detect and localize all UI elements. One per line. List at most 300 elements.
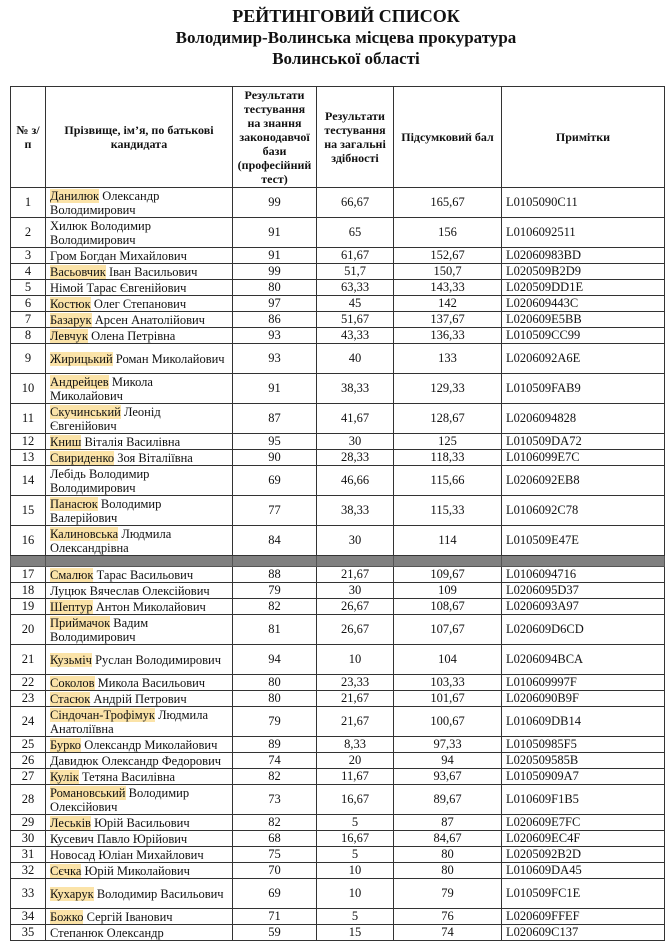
total-score: 142 — [394, 296, 502, 312]
score-general-test: 38,33 — [317, 496, 394, 526]
candidate-surname: Базарук — [50, 312, 92, 327]
candidate-name — [46, 374, 233, 404]
score-general-test: 10 — [317, 863, 394, 879]
candidate-name — [46, 344, 233, 374]
total-score: 115,66 — [394, 466, 502, 496]
column-header-notes: Примітки — [502, 87, 665, 188]
candidate-name — [46, 450, 233, 466]
column-header-name: Прізвище, ім’я, по батькові кандидата — [46, 87, 233, 188]
candidate-name — [46, 296, 233, 312]
candidate-surname: Скучинський — [50, 404, 121, 419]
score-general-test: 10 — [317, 645, 394, 675]
candidate-name — [46, 312, 233, 328]
candidate-surname: Кусевич — [50, 831, 94, 846]
score-law-test: 87 — [233, 404, 317, 434]
column-header-number: № з/п — [11, 87, 46, 188]
candidate-surname: Соколов — [50, 675, 95, 690]
score-general-test: 63,33 — [317, 280, 394, 296]
candidate-given-names: Володимир Валерійович — [50, 496, 162, 525]
document-title: РЕЙТИНГОВИЙ СПИСОК — [232, 6, 460, 26]
table-row — [11, 496, 665, 526]
total-score: 109,67 — [394, 567, 502, 583]
candidate-surname: Леськів — [50, 815, 91, 830]
candidate-name — [46, 264, 233, 280]
table-row — [11, 188, 665, 218]
table-row — [11, 583, 665, 599]
candidate-given-names: Олександр — [103, 925, 164, 940]
candidate-given-names: Юрій Миколайович — [81, 863, 190, 878]
candidate-code: L020609E7FC — [502, 815, 665, 831]
candidate-given-names: Віталія Василівна — [81, 434, 181, 449]
candidate-surname: Панасюк — [50, 496, 98, 511]
row-number: 19 — [11, 599, 46, 615]
score-law-test: 82 — [233, 769, 317, 785]
candidate-given-names: Богдан Михайлович — [76, 248, 187, 263]
table-row — [11, 374, 665, 404]
candidate-code: L0105090C11 — [502, 188, 665, 218]
candidate-given-names: Микола Васильович — [94, 675, 206, 690]
score-law-test: 99 — [233, 264, 317, 280]
candidate-given-names: Юрій Васильович — [90, 815, 190, 830]
candidate-code: L010609997F — [502, 675, 665, 691]
candidate-surname: Гром — [50, 248, 77, 263]
candidate-surname: Хилюк — [50, 218, 88, 233]
candidate-given-names: Тарас Васильович — [93, 567, 194, 582]
table-row — [11, 785, 665, 815]
table-row — [11, 925, 665, 941]
table-row — [11, 831, 665, 847]
score-law-test: 97 — [233, 296, 317, 312]
document-subtitle-office: Володимир-Волинська місцева прокуратура — [175, 28, 517, 47]
candidate-code: L010509E47E — [502, 526, 665, 556]
candidate-surname: Смалюк — [50, 567, 94, 582]
candidate-code: L010609DB14 — [502, 707, 665, 737]
candidate-surname: Жирицький — [50, 351, 113, 366]
table-body-bottom — [11, 567, 665, 941]
candidate-code: L0106092511 — [502, 218, 665, 248]
score-law-test: 86 — [233, 312, 317, 328]
candidate-given-names: Микола Миколайович — [50, 374, 153, 403]
table-row — [11, 567, 665, 583]
score-general-test: 23,33 — [317, 675, 394, 691]
candidate-code: L020609EC4F — [502, 831, 665, 847]
separator-cell — [317, 556, 394, 567]
row-number: 4 — [11, 264, 46, 280]
separator-cell — [502, 556, 665, 567]
score-general-test: 8,33 — [317, 737, 394, 753]
candidate-code: L0106099E7C — [502, 450, 665, 466]
total-score: 165,67 — [394, 188, 502, 218]
candidate-given-names: Руслан Володимирович — [91, 652, 222, 667]
total-score: 114 — [394, 526, 502, 556]
candidate-given-names: Роман Миколайович — [112, 351, 225, 366]
score-general-test: 61,67 — [317, 248, 394, 264]
table-row — [11, 909, 665, 925]
candidate-given-names: Володимир Васильович — [93, 886, 224, 901]
candidate-surname: Книш — [50, 434, 82, 449]
row-number: 2 — [11, 218, 46, 248]
candidate-surname: Степанюк — [50, 925, 104, 940]
score-law-test: 80 — [233, 675, 317, 691]
candidate-given-names: Іван Васильович — [105, 264, 198, 279]
total-score: 103,33 — [394, 675, 502, 691]
table-row — [11, 328, 665, 344]
table-row — [11, 264, 665, 280]
table-row — [11, 280, 665, 296]
score-law-test: 91 — [233, 374, 317, 404]
score-general-test: 45 — [317, 296, 394, 312]
score-general-test: 5 — [317, 847, 394, 863]
table-row — [11, 691, 665, 707]
candidate-code: L010509CC99 — [502, 328, 665, 344]
candidate-surname: Кухарук — [50, 886, 94, 901]
score-general-test: 51,7 — [317, 264, 394, 280]
score-law-test: 82 — [233, 815, 317, 831]
total-score: 84,67 — [394, 831, 502, 847]
table-row — [11, 450, 665, 466]
table-body-top — [11, 188, 665, 556]
score-law-test: 77 — [233, 496, 317, 526]
total-score: 143,33 — [394, 280, 502, 296]
candidate-code: L020609443C — [502, 296, 665, 312]
score-law-test: 59 — [233, 925, 317, 941]
candidate-given-names: Володимир Володимирович — [50, 218, 151, 247]
candidate-given-names: Сергій Іванович — [83, 909, 173, 924]
score-law-test: 93 — [233, 344, 317, 374]
total-score: 128,67 — [394, 404, 502, 434]
candidate-surname: Бурко — [50, 737, 82, 752]
document-header — [0, 6, 668, 69]
total-score: 76 — [394, 909, 502, 925]
candidate-given-names: Тетяна Василівна — [78, 769, 176, 784]
score-law-test: 68 — [233, 831, 317, 847]
candidate-code: L010509FAB9 — [502, 374, 665, 404]
candidate-given-names: Олександр Федорович — [98, 753, 222, 768]
candidate-given-names: Леонід Євгенійович — [50, 404, 161, 433]
row-number: 17 — [11, 567, 46, 583]
total-score: 133 — [394, 344, 502, 374]
total-score: 93,67 — [394, 769, 502, 785]
row-number: 27 — [11, 769, 46, 785]
score-general-test: 51,67 — [317, 312, 394, 328]
row-number: 20 — [11, 615, 46, 645]
table-row — [11, 879, 665, 909]
candidate-name — [46, 280, 233, 296]
table-row — [11, 218, 665, 248]
candidate-name — [46, 645, 233, 675]
table-row — [11, 753, 665, 769]
total-score: 80 — [394, 863, 502, 879]
score-general-test: 46,66 — [317, 466, 394, 496]
score-general-test: 21,67 — [317, 707, 394, 737]
score-general-test: 41,67 — [317, 404, 394, 434]
candidate-given-names: Антон Миколайович — [92, 599, 206, 614]
candidate-surname: Новосад — [50, 847, 96, 862]
score-general-test: 43,33 — [317, 328, 394, 344]
score-law-test: 79 — [233, 583, 317, 599]
total-score: 107,67 — [394, 615, 502, 645]
candidate-code: L0106092C78 — [502, 496, 665, 526]
candidate-surname: Стасюк — [50, 691, 91, 706]
candidate-name — [46, 707, 233, 737]
row-number: 11 — [11, 404, 46, 434]
candidate-given-names: Олександр Володимирович — [50, 188, 160, 217]
candidate-surname: Давидюк — [50, 753, 99, 768]
candidate-code: L01050909A7 — [502, 769, 665, 785]
row-number: 3 — [11, 248, 46, 264]
total-score: 150,7 — [394, 264, 502, 280]
candidate-given-names: Вадим Володимирович — [50, 615, 149, 644]
table-separator — [11, 556, 665, 567]
candidate-name — [46, 831, 233, 847]
score-law-test: 73 — [233, 785, 317, 815]
candidate-code: L010609DA45 — [502, 863, 665, 879]
score-law-test: 91 — [233, 248, 317, 264]
candidate-name — [46, 879, 233, 909]
candidate-code: L0206095D37 — [502, 583, 665, 599]
candidate-name — [46, 466, 233, 496]
row-number: 7 — [11, 312, 46, 328]
row-number: 6 — [11, 296, 46, 312]
score-law-test: 69 — [233, 879, 317, 909]
candidate-name — [46, 691, 233, 707]
score-general-test: 66,67 — [317, 188, 394, 218]
score-law-test: 81 — [233, 615, 317, 645]
row-number: 15 — [11, 496, 46, 526]
row-number: 8 — [11, 328, 46, 344]
score-law-test: 74 — [233, 753, 317, 769]
score-law-test: 80 — [233, 280, 317, 296]
total-score: 109 — [394, 583, 502, 599]
candidate-name — [46, 583, 233, 599]
row-number: 29 — [11, 815, 46, 831]
table-row — [11, 466, 665, 496]
total-score: 74 — [394, 925, 502, 941]
candidate-given-names: Олег Степанович — [90, 296, 187, 311]
candidate-given-names: Павло Юрійович — [93, 831, 188, 846]
candidate-name — [46, 909, 233, 925]
total-score: 152,67 — [394, 248, 502, 264]
table-row — [11, 344, 665, 374]
candidate-name — [46, 188, 233, 218]
score-law-test: 94 — [233, 645, 317, 675]
total-score: 101,67 — [394, 691, 502, 707]
candidate-code: L020509B2D9 — [502, 264, 665, 280]
score-general-test: 15 — [317, 925, 394, 941]
candidate-code: L020509DD1E — [502, 280, 665, 296]
table-header — [11, 87, 665, 188]
table-row — [11, 815, 665, 831]
total-score: 136,33 — [394, 328, 502, 344]
candidate-given-names: Людмила Олександрівна — [50, 526, 172, 555]
candidate-name — [46, 328, 233, 344]
separator-cell — [46, 556, 233, 567]
candidate-surname: Приймачок — [50, 615, 111, 630]
row-number: 31 — [11, 847, 46, 863]
candidate-surname: Кулік — [50, 769, 79, 784]
candidate-surname: Калиновська — [50, 526, 119, 541]
table-row — [11, 434, 665, 450]
candidate-name — [46, 925, 233, 941]
candidate-name — [46, 815, 233, 831]
score-general-test: 5 — [317, 815, 394, 831]
candidate-surname: Данилюк — [50, 188, 100, 203]
total-score: 80 — [394, 847, 502, 863]
column-header-total: Підсумковий бал — [394, 87, 502, 188]
candidate-name — [46, 434, 233, 450]
row-number: 34 — [11, 909, 46, 925]
total-score: 79 — [394, 879, 502, 909]
table-row — [11, 675, 665, 691]
candidate-given-names: Олександр Миколайович — [81, 737, 218, 752]
score-general-test: 16,67 — [317, 831, 394, 847]
candidate-code: L020609FFEF — [502, 909, 665, 925]
candidate-given-names: Андрій Петрович — [90, 691, 187, 706]
candidate-given-names: Олена Петрівна — [87, 328, 176, 343]
candidate-given-names: Вячеслав Олексійович — [86, 583, 210, 598]
candidate-code: L0206092A6E — [502, 344, 665, 374]
table-row — [11, 615, 665, 645]
candidate-name — [46, 615, 233, 645]
total-score: 125 — [394, 434, 502, 450]
table-row — [11, 737, 665, 753]
document-subtitle-region: Волинської області — [272, 49, 420, 68]
candidate-name — [46, 218, 233, 248]
row-number: 24 — [11, 707, 46, 737]
candidate-surname: Левчук — [50, 328, 88, 343]
score-general-test: 30 — [317, 583, 394, 599]
score-law-test: 90 — [233, 450, 317, 466]
candidate-code: L010509FC1E — [502, 879, 665, 909]
row-number: 25 — [11, 737, 46, 753]
total-score: 137,67 — [394, 312, 502, 328]
table-row — [11, 863, 665, 879]
column-header-test-law: Результати тестування на знання законодавчої бази (професійний тест) — [233, 87, 317, 188]
score-law-test: 89 — [233, 737, 317, 753]
total-score: 118,33 — [394, 450, 502, 466]
score-law-test: 95 — [233, 434, 317, 450]
score-general-test: 21,67 — [317, 691, 394, 707]
table-row — [11, 526, 665, 556]
score-law-test: 88 — [233, 567, 317, 583]
score-law-test: 80 — [233, 691, 317, 707]
candidate-given-names: Володимир Володимирович — [50, 466, 150, 495]
table-row — [11, 769, 665, 785]
candidate-surname: Свириденко — [50, 450, 115, 465]
score-law-test: 70 — [233, 863, 317, 879]
candidate-code: L020609C137 — [502, 925, 665, 941]
column-header-test-general: Результати тестування на загальні здібності — [317, 87, 394, 188]
candidate-surname: Божко — [50, 909, 84, 924]
table-row — [11, 599, 665, 615]
row-number: 5 — [11, 280, 46, 296]
score-general-test: 38,33 — [317, 374, 394, 404]
score-general-test: 26,67 — [317, 599, 394, 615]
rating-table — [10, 86, 665, 941]
score-general-test: 16,67 — [317, 785, 394, 815]
score-law-test: 71 — [233, 909, 317, 925]
candidate-name — [46, 404, 233, 434]
table-row — [11, 404, 665, 434]
candidate-name — [46, 753, 233, 769]
score-general-test: 30 — [317, 434, 394, 450]
total-score: 108,67 — [394, 599, 502, 615]
candidate-code: L020509585B — [502, 753, 665, 769]
table-row — [11, 847, 665, 863]
score-law-test: 79 — [233, 707, 317, 737]
row-number: 30 — [11, 831, 46, 847]
row-number: 10 — [11, 374, 46, 404]
score-law-test: 75 — [233, 847, 317, 863]
score-law-test: 91 — [233, 218, 317, 248]
candidate-name — [46, 847, 233, 863]
candidate-surname: Сєчка — [50, 863, 82, 878]
score-law-test: 69 — [233, 466, 317, 496]
row-number: 12 — [11, 434, 46, 450]
total-score: 89,67 — [394, 785, 502, 815]
total-score: 115,33 — [394, 496, 502, 526]
table-row — [11, 312, 665, 328]
score-general-test: 40 — [317, 344, 394, 374]
total-score: 104 — [394, 645, 502, 675]
candidate-given-names: Зоя Віталіївна — [114, 450, 193, 465]
row-number: 1 — [11, 188, 46, 218]
candidate-code: L010609F1B5 — [502, 785, 665, 815]
score-general-test: 30 — [317, 526, 394, 556]
candidate-surname: Романовський — [50, 785, 126, 800]
candidate-surname: Шептур — [50, 599, 93, 614]
score-general-test: 21,67 — [317, 567, 394, 583]
candidate-given-names: Тарас Євгенійович — [83, 280, 187, 295]
candidate-surname: Луцюк — [50, 583, 87, 598]
score-general-test: 10 — [317, 879, 394, 909]
candidate-given-names: Володимир Олексійович — [50, 785, 190, 814]
row-number: 13 — [11, 450, 46, 466]
candidate-name — [46, 599, 233, 615]
score-general-test: 26,67 — [317, 615, 394, 645]
candidate-code: L0206092EB8 — [502, 466, 665, 496]
row-number: 14 — [11, 466, 46, 496]
candidate-name — [46, 769, 233, 785]
row-number: 32 — [11, 863, 46, 879]
candidate-code: L02060983BD — [502, 248, 665, 264]
candidate-name — [46, 737, 233, 753]
row-number: 35 — [11, 925, 46, 941]
total-score: 97,33 — [394, 737, 502, 753]
separator-row — [11, 556, 665, 567]
total-score: 129,33 — [394, 374, 502, 404]
total-score: 100,67 — [394, 707, 502, 737]
candidate-code: L0205092B2D — [502, 847, 665, 863]
candidate-code: L0106094716 — [502, 567, 665, 583]
table-row — [11, 707, 665, 737]
candidate-surname: Костюк — [50, 296, 91, 311]
row-number: 18 — [11, 583, 46, 599]
candidate-code: L0206093A97 — [502, 599, 665, 615]
candidate-name — [46, 567, 233, 583]
score-general-test: 65 — [317, 218, 394, 248]
candidate-surname: Кузьміч — [50, 652, 92, 667]
candidate-name — [46, 785, 233, 815]
candidate-code: L01050985F5 — [502, 737, 665, 753]
row-number: 16 — [11, 526, 46, 556]
candidate-given-names: Юліан Михайлович — [95, 847, 204, 862]
candidate-given-names: Арсен Анатолійович — [91, 312, 205, 327]
row-number: 22 — [11, 675, 46, 691]
candidate-name — [46, 526, 233, 556]
candidate-code: L020609D6CD — [502, 615, 665, 645]
score-general-test: 11,67 — [317, 769, 394, 785]
